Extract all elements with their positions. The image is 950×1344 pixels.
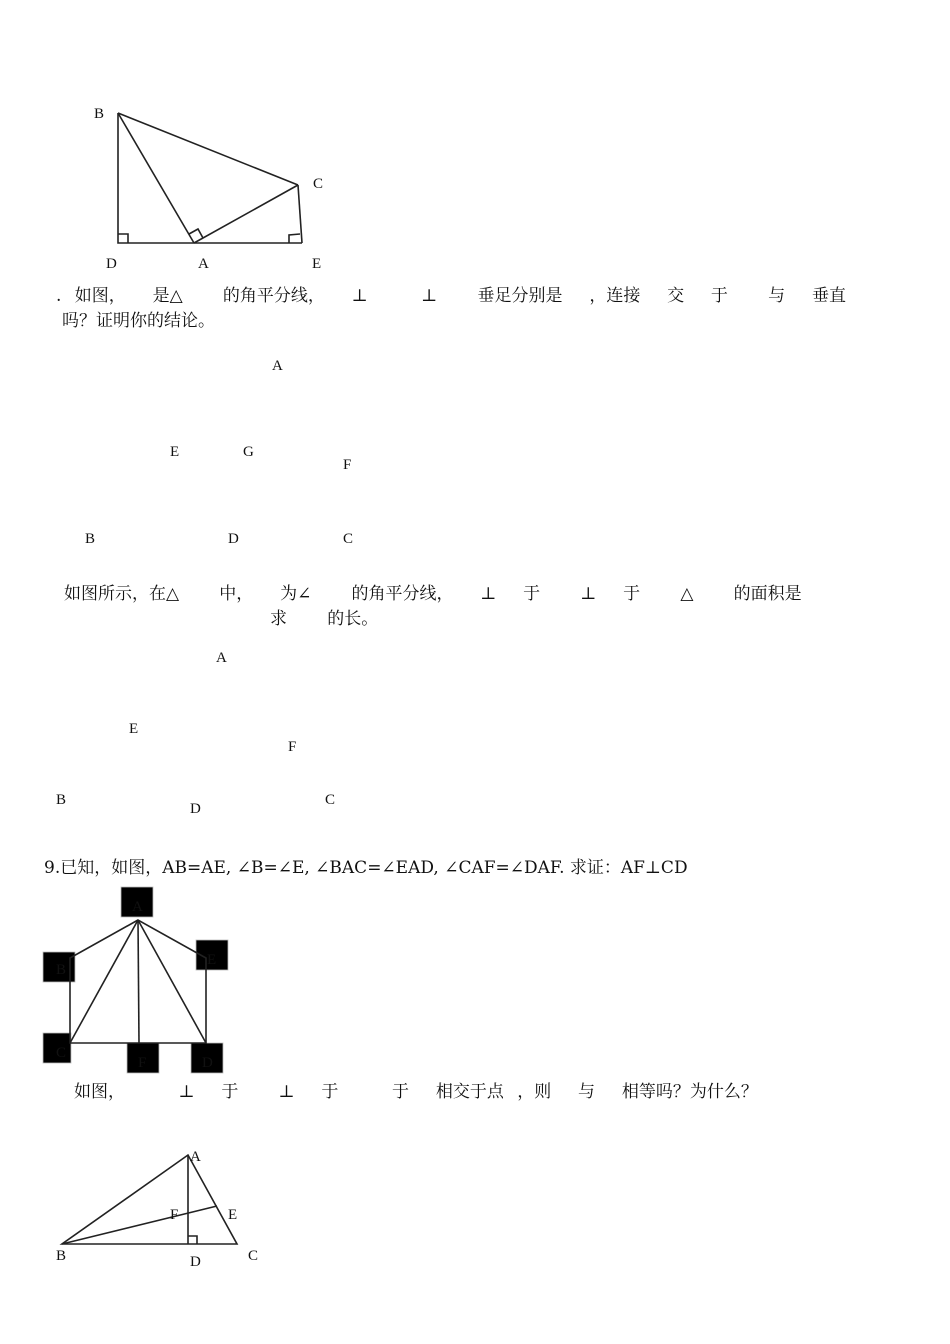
fig1-label-d: D — [106, 256, 117, 272]
fig5-label-d: D — [190, 1254, 201, 1270]
fig4-label-a: A — [132, 899, 143, 915]
fig1-label-e: E — [312, 256, 322, 272]
fig3-label-b: B — [56, 792, 67, 808]
fig2-label-f: F — [343, 457, 352, 473]
fig4-label-d: D — [202, 1055, 213, 1071]
fig2-label-a: A — [272, 358, 283, 374]
fig1-label-c: C — [313, 176, 324, 192]
fig5-label-e: E — [228, 1207, 238, 1223]
fig4-label-e: E — [207, 952, 217, 968]
fig4-label-c: C — [56, 1045, 67, 1061]
fig5-label-b: B — [56, 1248, 67, 1264]
fig5-label-f: F — [170, 1207, 179, 1223]
question-9: 9.已知，如图，AB=AE, ∠B=∠E, ∠BAC=∠EAD, ∠CAF=∠DAF. 求证：AF⊥CD — [44, 858, 688, 878]
fig4-label-f: F — [138, 1055, 147, 1071]
question-6-line-2: 吗？证明你的结论。 — [62, 311, 215, 331]
question-7-line-2: 求 的长。 — [270, 609, 379, 629]
fig5-label-c: C — [248, 1248, 259, 1264]
fig3-label-f: F — [288, 739, 297, 755]
fig1-label-b: B — [94, 106, 105, 122]
fig2-label-g: G — [243, 444, 254, 460]
fig1-label-a: A — [198, 256, 209, 272]
question-10: 如图， ⊥ 于 ⊥ 于 于 相交于点 ，则 与 相等吗？为什么？ — [74, 1082, 758, 1102]
question-7-line-1: 如图所示，在△ 中， 为∠ 的角平分线， ⊥ 于 ⊥ 于 △ 的面积是 — [64, 584, 802, 604]
fig3-label-d: D — [190, 801, 201, 817]
fig2-label-e: E — [170, 444, 180, 460]
fig3-label-a: A — [216, 650, 227, 666]
fig2-label-c: C — [343, 531, 354, 547]
fig3-label-e: E — [129, 721, 139, 737]
fig3-label-c: C — [325, 792, 336, 808]
fig2-label-b: B — [85, 531, 96, 547]
fig5-label-a: A — [190, 1149, 201, 1165]
question-6-line-1: . 如图， 是△ 的角平分线， ⊥ ⊥ 垂足分别是 ，连接 交 于 与 垂直 — [56, 286, 846, 306]
fig2-label-d: D — [228, 531, 239, 547]
fig4-label-b: B — [56, 962, 67, 978]
